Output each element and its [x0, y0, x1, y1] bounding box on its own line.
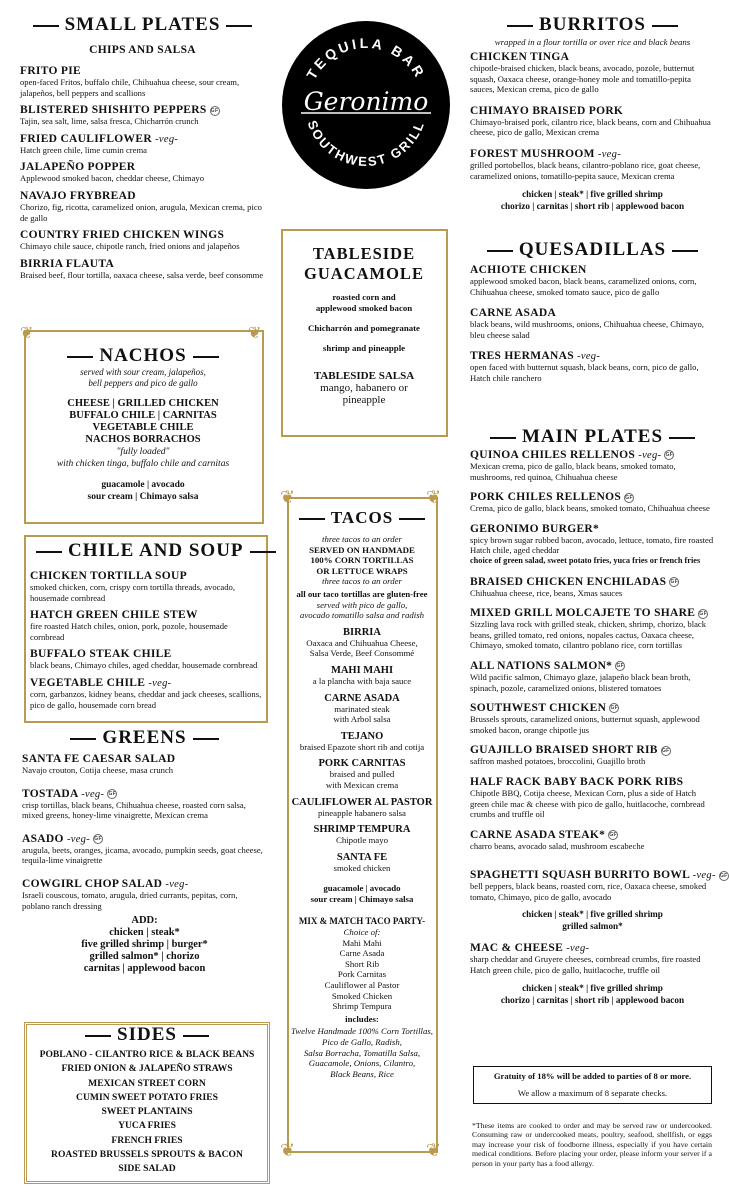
menu-item [470, 776, 715, 820]
menu-item [470, 523, 715, 567]
item-name: COUNTRY FRIED CHICKEN WINGS [20, 229, 225, 242]
taco-party-includes: includes: [345, 1013, 379, 1024]
item-name: CHICKEN TORTILLA SOUP [30, 570, 187, 582]
item-name: QUINOA CHILES RELLENOS [470, 449, 636, 461]
tacos-intro: OR LETTUCE WRAPS [316, 565, 408, 576]
menu-item [470, 307, 715, 340]
menu-item [22, 833, 267, 866]
gluten-free-icon: GF [609, 832, 617, 839]
menu-item [470, 702, 715, 735]
gluten-free-icon: GF [625, 494, 633, 501]
menu-item [30, 609, 262, 642]
burritos-section [470, 14, 715, 212]
item-name: CARNE ASADA STEAK* [470, 828, 606, 841]
veg-tag: -veg- [692, 870, 716, 882]
item-name: FRIED CAULIFLOWER [20, 132, 152, 145]
tacos-intro: three tacos to an order [322, 534, 402, 544]
nachos-subtitle: served with sour cream, jalapeños, [80, 367, 206, 377]
menu-item [470, 264, 715, 297]
nachos-borrachos: NACHOS BORRACHOS [85, 434, 201, 445]
menu-item [470, 148, 715, 181]
menu-item [470, 869, 728, 902]
item-name: HALF RACK BABY BACK PORK RIBS [470, 775, 684, 788]
side-item: POBLANO - CILANTRO RICE & BLACK BEANS [39, 1049, 255, 1060]
small-plates-section [20, 14, 265, 280]
item-name: BUFFALO STEAK CHILE [30, 648, 172, 661]
burritos-add: chicken | steak* | five grilled shrimp [522, 189, 663, 200]
item-desc: black beans, Chimayo chiles, aged cheddar, housemade cornbread [30, 660, 258, 671]
item-desc: charro beans, avocado salad, mushroom escabeche [470, 840, 645, 851]
ornament-icon: ❦ [20, 323, 34, 342]
item-name: ALL NATIONS SALMON* [470, 659, 613, 672]
tacos-served: avocado tomatillo salsa and radish [299, 610, 425, 621]
menu-item [470, 491, 715, 514]
salsa-desc: mango, habanero or [320, 382, 408, 394]
nachos-options: BUFFALO CHILE | CARNITAS [69, 410, 217, 421]
item-desc: Chorizo, fig, ricotta, caramelized onion, arugula, Mexican crema, pico de gallo [20, 201, 262, 223]
taco-desc: a la plancha with baja sauce [312, 675, 412, 686]
veg-tag: -veg- [597, 148, 621, 160]
burritos-add: chorizo | carnitas | short rib | applewood bacon [500, 201, 685, 212]
taco-party-desc: Pico de Gallo, Radish, [322, 1037, 402, 1047]
taco-name: TEJANO [340, 730, 384, 742]
quesadillas-section [470, 239, 715, 384]
side-item: MEXICAN STREET CORN [88, 1077, 206, 1089]
side-item: FRENCH FRIES [111, 1134, 183, 1146]
guac-option: roasted corn and [332, 292, 396, 302]
tacos-served: served with pico de gallo, [316, 599, 408, 610]
menu-item [20, 104, 265, 127]
item-name: CHIMAYO BRAISED PORK [470, 104, 624, 117]
chile-soup-section [30, 540, 262, 710]
item-name: PORK CHILES RELLENOS [470, 491, 622, 504]
item-desc: fire roasted Hatch chiles, onion, pork, pozole, housemade cornbread [30, 621, 228, 642]
taco-desc: pineapple habanero salsa [318, 807, 406, 818]
item-name: TOSTADA [22, 787, 79, 800]
item-desc: sharp cheddar and Gruyere cheeses, cornbread crumbs, fire roasted Hatch green chile, pico de gallo, huitlacoche, truffle oil [470, 954, 701, 976]
menu-item [22, 878, 267, 911]
item-name: FOREST MUSHROOM [470, 147, 595, 160]
guac-title: TABLESIDE [312, 244, 416, 263]
item-desc: smoked chicken, corn, crispy corn tortilla threads, avocado, housemade cornbread [30, 582, 235, 603]
gluten-free-icon: GF [210, 107, 219, 114]
taco-name: CARNE ASADA [324, 692, 400, 704]
item-desc: Chipotle BBQ, Cotija cheese, Mexican Corn, plus a side of Hatch green chile mac & cheese with pico de gallo, huitlacoche, cornbread crumbs and truffle oil [470, 787, 705, 820]
item-name: ASADO [22, 832, 64, 845]
greens-section [22, 727, 267, 975]
mac-add: chicken | steak* | five grilled shrimp [522, 982, 663, 993]
taco-party-option: Carne Asada [339, 948, 385, 959]
veg-tag: -veg- [638, 450, 662, 461]
menu-item [20, 65, 265, 98]
chips-salsa: CHIPS AND SALSA [89, 44, 196, 56]
item-desc: Tajin, sea salt, lime, salsa fresca, Chicharrón crunch [20, 116, 199, 127]
gratuity-box [473, 1066, 712, 1104]
gratuity-line: Gratuity of 18% will be added to parties of 8 or more. [493, 1071, 692, 1081]
main-plates-section [470, 426, 728, 1006]
item-desc: bell peppers, black beans, roasted corn, rice, Oaxaca cheese, smoked tomato, Chimayo, pico de gallo, avocado [470, 881, 707, 902]
taco-name: BIRRIA [343, 626, 381, 638]
tacos-addons: sour cream | Chimayo salsa [310, 893, 414, 904]
item-desc: Crema, pico de gallo, black beans, smoked tomato, Chihuahua cheese [470, 503, 710, 514]
side-item: FRIED ONION & JALAPEÑO STRAWS [61, 1063, 233, 1075]
logo-name: Geronimo [303, 87, 429, 116]
menu-item [470, 744, 715, 767]
nachos-addons: guacamole | avocado [101, 480, 185, 490]
veg-tag: -veg- [577, 351, 601, 363]
item-name: BLISTERED SHISHITO PEPPERS [20, 104, 207, 117]
greens-add: five grilled shrimp | burger* [81, 939, 208, 951]
taco-party-option: Shrimp Tempura [332, 1001, 392, 1012]
item-desc: applewood smoked bacon, black beans, caramelized onions, corn, Chihuahua cheese, smoked tomato sauce, pico de gallo [470, 276, 697, 297]
logo-bottom-text: SOUTHWEST GRILL [304, 118, 428, 170]
menu-item [470, 350, 715, 383]
greens-add: carnitas | applewood bacon [83, 963, 206, 975]
sides-list [27, 1048, 267, 1177]
gluten-free-icon: GF [670, 578, 679, 585]
nachos-options: VEGETABLE CHILE [92, 422, 194, 433]
veg-tag: -veg- [566, 943, 590, 955]
gratuity-line: We allow a maximum of 8 separate checks. [517, 1088, 668, 1098]
menu-item [470, 607, 715, 651]
taco-party-option: Pork Carnitas [337, 969, 387, 980]
burritos-subtitle: wrapped in a flour tortilla or over rice and black beans [494, 37, 691, 47]
side-item: CUMIN SWEET POTATO FRIES [76, 1091, 218, 1103]
menu-item [22, 788, 267, 821]
item-desc: Wild pacific salmon, Chimayo glaze, jalapeño black bean broth, spinach, pozole, caramelized onions, blistered tomatoes [470, 671, 691, 693]
guac-option: applewood smoked bacon [315, 303, 413, 313]
item-name: NAVAJO FRYBREAD [20, 189, 136, 202]
item-name: BIRRIA FLAUTA [20, 257, 115, 270]
item-desc: chipotle-braised chicken, black beans, avocado, pozole, butternut squash, Oaxaca cheese, orange-honey mole and tomatillo-pepita sauces, Mexican crema, pico de gallo [470, 63, 695, 95]
item-desc: open faced with butternut squash, black beans, corn, pico de gallo, Hatch chile ranchero [470, 362, 699, 383]
taco-party-option: Short Rib [345, 958, 379, 969]
taco-name: CAULIFLOWER AL PASTOR [291, 796, 433, 808]
main-plates-list [470, 449, 715, 851]
tacos-addons: guacamole | avocado [323, 883, 401, 894]
spaghetti-add: grilled salmon* [562, 921, 623, 932]
gluten-free-icon: GF [616, 663, 624, 670]
item-name: VEGETABLE CHILE [30, 676, 146, 689]
ornament-icon: ❦ [280, 487, 296, 508]
menu-item [470, 660, 715, 693]
item-extra: choice of green salad, sweet potato fries, yuca fries or french fries [470, 555, 701, 565]
greens-add: grilled salmon* | chorizo [89, 951, 200, 963]
gluten-free-icon: GF [699, 610, 707, 617]
menu-item [30, 648, 262, 671]
ornament-icon: ❦ [426, 487, 442, 508]
menu-item [20, 229, 265, 252]
menu-item [22, 753, 267, 776]
nachos-section [26, 345, 260, 503]
disclaimer: *These items are cooked to order and may be served raw or undercooked. Consuming raw or undercooked meats, poultry, seafood, shellfish, or eggs may increase your risk of foodborne illness, especially if you have certain medical conditions. Before placing your order, please inform your server if a person in your party has a food allergy. [472, 1121, 712, 1168]
item-name: BRAISED CHICKEN ENCHILADAS [470, 575, 667, 588]
item-name: COWGIRL CHOP SALAD [22, 877, 163, 890]
item-desc: grilled portobellos, black beans, cilantro-poblano rice, goat cheese, caramelized onions, tomatillo-pepita sauce, Mexican crema [470, 159, 701, 181]
ornament-icon: ❦ [280, 1140, 296, 1161]
side-item: SIDE SALAD [118, 1163, 176, 1175]
item-desc: Braised beef, flour tortilla, oaxaca cheese, salsa verde, beef consomme [20, 269, 264, 280]
guac-option: Chicharrón and pomegranate [308, 323, 420, 333]
taco-desc: with Arbol salsa [333, 714, 391, 725]
guacamole-section [284, 244, 444, 406]
item-name: CARNE ASADA [470, 307, 557, 320]
item-name: FRITO PIE [20, 65, 81, 77]
gluten-free-icon: GF [94, 836, 102, 843]
menu-item [20, 190, 265, 223]
tacos-intro: SERVED ON HANDMADE [309, 544, 415, 555]
tacos-title: TACOS [289, 508, 435, 528]
item-name: JALAPEÑO POPPER [20, 161, 136, 174]
tacos-section [289, 508, 435, 1079]
item-desc: black beans, wild mushrooms, onions, Chihuahua cheese, Chimayo, bleu cheese salad [470, 319, 704, 340]
item-desc: Hatch green chile, lime cumin crema [20, 144, 147, 155]
side-item: YUCA FRIES [118, 1120, 176, 1132]
veg-tag: -veg- [148, 677, 172, 689]
item-desc: Mexican crema, pico de gallo, black beans, smoked tomato, mushrooms, red quinoa, Chihuahua cheese [470, 461, 676, 482]
item-name: ACHIOTE CHICKEN [470, 264, 587, 276]
item-name: MIXED GRILL MOLCAJETE TO SHARE [470, 607, 696, 620]
tacos-intro: three tacos to an order [322, 576, 402, 587]
taco-party-option: Mahi Mahi [342, 937, 382, 948]
item-desc: Brussels sprouts, caramelized onions, butternut squash, applewood smoked bacon, orange chipotle jus [470, 714, 700, 735]
menu-item [20, 133, 265, 156]
item-desc: Applewood smoked bacon, cheddar cheese, Chimayo [20, 173, 204, 184]
ornament-icon: ❦ [248, 323, 262, 342]
item-desc: open-faced Fritos, buffalo chile, Chihuahua cheese, sour cream, jalapeños, bell peppers and scallions [20, 77, 240, 98]
taco-desc: braised Epazote short rib and cotija [299, 741, 425, 752]
greens-add: chicken | steak* [109, 927, 180, 939]
taco-party-option: Smoked Chicken [331, 990, 393, 1001]
sides-section [27, 1024, 267, 1177]
item-name: GUAJILLO BRAISED SHORT RIB [470, 744, 658, 757]
nachos-options: CHEESE | GRILLED CHICKEN [67, 398, 219, 409]
item-desc: Israeli couscous, tomato, arugula, dried currants, pepitas, corn, poblano ranch dressing [22, 889, 238, 911]
tacos-gf-note: all our taco tortillas are gluten-free [296, 588, 428, 599]
veg-tag: -veg- [165, 878, 189, 890]
taco-desc: smoked chicken [333, 862, 391, 873]
item-name: SPAGHETTI SQUASH BURRITO BOWL [470, 869, 690, 882]
item-desc: Navajo crouton, Cotija cheese, masa crunch [22, 765, 174, 775]
item-desc: Sizzling lava rock with grilled steak, chicken, shrimp, chorizo, black beans, grilled tomato, red onions, nopales cactus, Oaxaca cheese, Chimayo, smoked tomato, cilantro poblano rice, corn tortillas [470, 619, 707, 651]
item-name: SOUTHWEST CHICKEN [470, 702, 607, 715]
taco-party-desc: Salsa Borracha, Tomatilla Salsa, [303, 1047, 421, 1058]
menu-item [470, 105, 715, 138]
taco-party-desc: Black Beans, Rice [330, 1068, 394, 1079]
item-desc: saffron mashed potatoes, broccolini, Guajillo broth [470, 756, 646, 767]
mac-add: chorizo | carnitas | short rib | applewood bacon [500, 994, 685, 1005]
menu-item [30, 677, 262, 710]
main-plates-title: MAIN PLATES [470, 426, 715, 448]
gluten-free-icon: GF [719, 872, 728, 879]
menu-item [20, 258, 265, 281]
item-desc: Chihuahua cheese, rice, beans, Xmas sauces [470, 587, 623, 598]
gluten-free-icon: GF [108, 790, 117, 797]
menu-item [470, 942, 715, 975]
guac-option: shrimp and pineapple [322, 343, 406, 353]
item-name: CHICKEN TINGA [470, 51, 570, 63]
taco-party-option: Cauliflower al Pastor [324, 980, 400, 991]
burritos-title: BURRITOS [470, 14, 715, 36]
ornament-icon: ❦ [426, 1140, 442, 1161]
taco-desc: marinated steak [334, 703, 390, 714]
logo [281, 20, 451, 190]
spaghetti-add: chicken | steak* | five grilled shrimp [522, 909, 663, 920]
side-item: SWEET PLANTAINS [101, 1106, 193, 1118]
taco-name: MAHI MAHI [330, 664, 394, 676]
taco-desc: Salsa Verde, Beef Consommé [309, 648, 415, 659]
menu-item [470, 576, 715, 599]
side-item: ROASTED BRUSSELS SPROUTS & BACON [51, 1149, 243, 1161]
nachos-loaded: "fully loaded" [116, 447, 170, 457]
item-name: MAC & CHEESE [470, 942, 564, 955]
veg-tag: -veg- [81, 788, 105, 800]
sides-title: SIDES [27, 1024, 267, 1046]
item-desc: Chimayo-braised pork, cilantro rice, black beans, corn and Chihuahua cheese, pico de gallo, Mexican crema [470, 116, 711, 138]
item-desc: Chimayo chile sauce, chipotle ranch, fried onions and jalapeños [20, 241, 240, 252]
taco-desc: with Mexican crema [325, 779, 399, 790]
salsa-desc: pineapple [342, 394, 386, 406]
taco-name: SANTA FE [336, 851, 388, 863]
item-name: TRES HERMANAS [470, 350, 574, 363]
taco-party-choice: Choice of: [343, 927, 381, 938]
item-name: HATCH GREEN CHILE STEW [30, 609, 198, 622]
item-desc: corn, garbanzos, kidney beans, cheddar and jack cheeses, scallions, pico de gallo, housemade corn bread [30, 688, 262, 710]
nachos-addons: sour cream | Chimayo salsa [87, 492, 199, 502]
greens-add-title: ADD: [131, 915, 158, 927]
taco-party-title: MIX & MATCH TACO PARTY- [298, 916, 426, 927]
gluten-free-icon: GF [661, 747, 670, 754]
menu-item [470, 51, 715, 95]
menu-item [30, 570, 262, 603]
taco-desc: braised and pulled [329, 769, 395, 780]
taco-desc: Chipotle mayo [335, 835, 389, 846]
taco-party-desc: Twelve Handmade 100% Corn Tortillas, [291, 1026, 433, 1037]
gluten-free-icon: GF [665, 452, 674, 459]
item-name: SANTA FE CAESAR SALAD [22, 753, 176, 765]
item-name: GERONIMO BURGER* [470, 522, 600, 535]
tacos-intro: 100% CORN TORTILLAS [310, 555, 414, 566]
item-desc: arugula, beets, oranges, jicama, avocado, pumpkin seeds, goat cheese, tequila-lime vinaigrette [22, 844, 263, 866]
menu-item [470, 449, 715, 482]
small-plates-title: SMALL PLATES [20, 14, 265, 36]
menu-item [470, 829, 715, 852]
veg-tag: -veg- [66, 833, 91, 845]
taco-party-desc: Guacamole, Onions, Cilantro, [308, 1058, 416, 1069]
logo-top-text: TEQUILA BAR [303, 34, 429, 82]
taco-name: PORK CARNITAS [318, 758, 406, 770]
nachos-subtitle: bell peppers and pico de gallo [88, 377, 198, 388]
gluten-free-icon: GF [610, 705, 618, 712]
guac-title: GUACAMOLE [304, 264, 424, 283]
nachos-title: NACHOS [26, 345, 260, 367]
taco-desc: Oaxaca and Chihuahua Cheese, [306, 637, 418, 648]
salsa-title: TABLESIDE SALSA [313, 370, 415, 382]
item-desc: crisp tortillas, black beans, Chihuahua cheese, roasted corn salsa, mixed greens, honey-lime vinaigrette, Mexican crema [22, 799, 246, 821]
item-desc: spicy brown sugar rubbed bacon, avocado, lettuce, tomato, fire roasted Hatch chile, aged cheddar [470, 534, 714, 556]
chile-soup-title: CHILE AND SOUP [30, 540, 262, 562]
greens-title: GREENS [22, 727, 267, 749]
menu-item [20, 161, 265, 184]
taco-name: SHRIMP TEMPURA [313, 824, 411, 836]
veg-tag: -veg- [155, 133, 179, 145]
quesadillas-title: QUESADILLAS [470, 239, 715, 261]
logo-emblem [281, 20, 451, 190]
nachos-with: with chicken tinga, buffalo chile and carnitas [56, 459, 230, 469]
